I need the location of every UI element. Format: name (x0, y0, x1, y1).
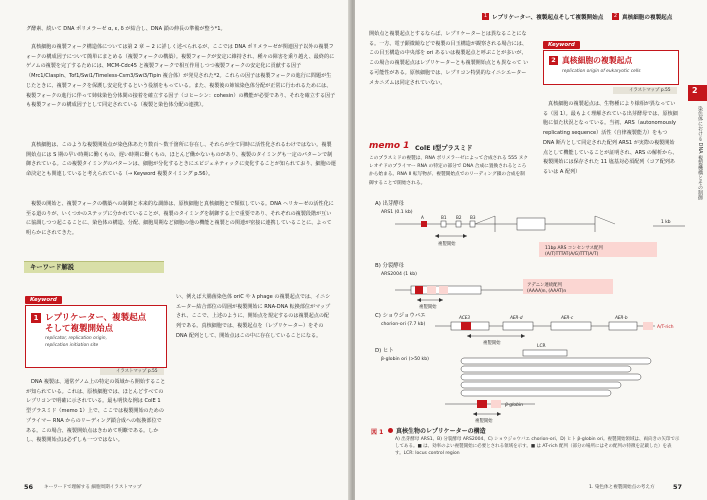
header-number-2: 2 (613, 13, 618, 19)
figure-bullet (388, 428, 393, 433)
side-tab-text: 染色体における DNA 複製機構とその制御 (697, 106, 703, 201)
paragraph-2: 真核細胞の複製フォーク構造体については第 2 章 − 2 に詳しく述べられるが、ここでは DNA ポリメラーゼが関連因子以外の複製フォークの構成因子について簡単にまとめる（複製フォークの構築）。複製フォークが安定に維持され、種々の障害を乗り越え、最終的にゲノムの複製を完了するためには、MCM-Cdc45 と複製フォークで相互作用しつつ複製フォークの安定化に貢献する因子（Mrc1/Claspin、Tof1/Swi1/Timeless-Csm3/Swi3/Tipin 複合体）が発見された*2。これらの因子は複製フォークの進行に問題が生じたときに、複製フォークを保護し安定化するという役割をもっている。また、複製後の姉妹染色体分配が正常に行われるためには、複製フォークの進行に伴って姉妹染色分体間の接着を確立する因子（コヒーシン：cohesin）の機能が必要であり、それを確立する因子も複製フォークの構成因子として同定されている（複製と染色体分配の連携）。 (26, 44, 336, 109)
gene-aer-d: AER-d (510, 315, 523, 320)
diagram-d-sub: β-globin ori (>50 kb) (381, 357, 429, 362)
d-gene: β-globin (505, 403, 523, 408)
initiation-label-b: 複製開始 (419, 305, 437, 310)
scale-label: 1 kb (661, 220, 671, 225)
footer-page-number-right: 57 (673, 483, 683, 491)
element-b1-box (441, 221, 446, 227)
header-number-1: 1 (483, 13, 488, 19)
figure-caption-body: A) 出芽酵母 ARS1、B) 分裂酵母 ARS2004、C) ショウジョウバエ chorion-ori、D) ヒト β-globin ori。複製開始領域は、両向きの矢印で示してある。■ は、効率のよい複製開始に必要とされる領域を示す。■ は AT-rich 配列（部分の場所にはその配列の特徴を記載した）を表す。LCR: locus control region (395, 437, 680, 457)
diagram-d-label: D) ヒト (375, 348, 394, 354)
paragraph-4: 複製の開始と、複製フォークの構築への制御と本来的な調節は、原核細胞と真核細胞とで類似している。DNA ヘリカーゼの活性化に至る道のりが、いくつかのステップに分かれていることが、複製のタイミングを制御する上で重要であり、それぞれの複製段階が互いに協調しつつ起こることに、染色体の構造、分配、細胞周期など細胞の他の機能と複製との関連が密接に連携していることに、よって明らかにされてきた。 (26, 201, 334, 237)
initiation-label-c: 複製開始 (483, 341, 501, 346)
diagram-c-sub: chorion-ori (7.7 kb) (381, 322, 426, 327)
figure-caption-title: 真核生物のレプリケーターの構造 (396, 428, 486, 435)
keyword-title-line2: そして複製開始点 (45, 324, 114, 334)
gene-ace3: ACE3 (459, 315, 471, 320)
keyword-subtitle-2: replication origin of eukaryotic cells (562, 69, 641, 74)
right-page (355, 0, 707, 500)
adenine-seq: (AAAA)n, (AAAT)n (527, 289, 567, 294)
keyword-title-2: 真核細胞の複製起点 (562, 56, 633, 65)
header-title-2: 真核細胞の複製起点 (622, 15, 673, 21)
consensus-seq: (A/T)TTTAT(A/G)TTT(A/T) (545, 252, 599, 257)
keyword-body-2: 真核細胞の複製起点は、生物種により様相が異なっている（図 1）。最もよく理解されている出芽酵母では、原核細胞に似た状況となっている。当初、ARS（autonomously replicating sequence）活性（自律複製能力）をもつ DNA 断片として同定された配列 ARS1 が実際の複製開始点として機能していることが証明され、ARS の解析から、複製開始には保存された 11 塩基対必須配列（コア配列あるいは A 配列） (543, 101, 678, 175)
adenine-label: アデニン連続配列 (527, 283, 562, 288)
element-d-red (477, 400, 487, 408)
illustrated-map-ref-right-text: イラストマップ p.55 (629, 88, 671, 93)
figure-1-diagram (355, 194, 707, 424)
memo-title: ColE Ⅰ型プラスミド (415, 145, 473, 152)
keyword-subtitle-2: replication initiation site (45, 343, 99, 348)
keyword-tag-2: Keyword (543, 41, 580, 49)
keyword-tag: Keyword (25, 296, 62, 304)
diagram-c-label: C) ショウジョウバエ (375, 313, 426, 319)
side-tab-number: 2 (692, 86, 698, 95)
diagram-a-sub: ARS1 (0.1 kb) (381, 210, 413, 215)
memo-body: このプラスミドの複製は、RNA ポリメラーゼによって合成される 555 ヌクレオチドのプライマー RNA の特定の部分で DNA 合成に置換されるところから始まる。RNA II 転写物が、複製開始点でのリーディング鎖の合成を制御することで開始される。 (369, 156, 528, 186)
illustrated-map-ref-left-text: イラストマップ p.55 (116, 369, 158, 374)
diagram-a-label: A) 出芽酵母 (375, 201, 405, 207)
element-b3-box (470, 221, 475, 227)
keyword-number-1: 1 (31, 313, 41, 323)
figure-label: 図 1 (371, 429, 384, 436)
keyword-body-left: DNA 複製は、通常ゲノム上の特定の領域から開始することが知られている。これは、原核細胞では、ほとんどすべてのレプリコンで明確に示されている。最も明快な例は ColE 1 型プラスミド（memo 1）上で、ここでは複製開始のためのプライマー RNA からのリーディング鎖合成への転換部位である。この場合、複製開始点はきわめて明瞭である。しかし、複製開始点は必ずしも一つではない。 (26, 379, 166, 444)
memo-label: memo 1 (369, 141, 410, 151)
c-legend: A/T-rich (657, 325, 674, 330)
header-title-1: レプリケーター、複製起点そして複製開始点 (492, 15, 604, 21)
consensus-label: 11bp ARS コンセンサス配列 (545, 246, 603, 251)
gene-aer-c: AER-c (561, 315, 574, 320)
element-a-box (421, 221, 427, 227)
paragraph-3: 真核細胞は、このような複製開始点が染色体あたり数百〜数千箇所に存在し、それらが全て同時に活性化されるわけではない。複製開始点には S 期の早い時期に働くもの、遅い時期に働くもの、ほとんど働かないものがあり、複製のタイミングも一定のパターンで制御されている。この複製タイミングのパターンは、細胞が分化するときにエピジェネティックに変化することが知られており、細胞の運命決定とも関連していると考えられている（→ Keyword 複製タイミング p.56）。 (26, 142, 336, 178)
element-b-red (415, 286, 423, 294)
diagram-b-sub: ARS2004 (1 kb) (381, 272, 417, 277)
lcr-label: LCR (537, 344, 546, 349)
diagram-b-label: B) 分裂酵母 (375, 263, 405, 269)
keyword-number-2: 2 (549, 56, 558, 65)
element-b3-label: B3 (470, 215, 476, 220)
element-b1-label: B1 (441, 215, 447, 220)
keyword-section-title: キーワード解説 (30, 264, 75, 271)
element-b2-box (456, 221, 461, 227)
initiation-label-d: 複製開始 (475, 419, 493, 424)
footer-text-left: キーワードで理解する 細胞周期イラストマップ (44, 485, 142, 490)
keyword-subtitle-1: replicator, replication origin, (45, 336, 107, 341)
element-a-label: A (421, 215, 424, 220)
left-page (0, 0, 352, 500)
top-left-text: 開始点と複製起点とするならば、レプリケーターとは異なることになる。一方、電子顕微鏡などで複製の目玉構造が観察される場合には、この目玉構造の中央部を ori あるいは複製起点と呼ぶことが多いが、この場合の複製起点はレプリケーターとも複製開始点とも異なって いる可能性がある。原核細胞では、レプリコン特異的なイニシエーターメカニズムは同定されていない。 (369, 31, 529, 86)
initiation-label-a: 複製開始 (438, 242, 456, 247)
footer-text-right: 1. 染色体と複製開始点の考え方 (589, 485, 655, 490)
element-c-red (461, 322, 471, 330)
element-b2-label: B2 (456, 215, 462, 220)
footer-page-number-left: 56 (24, 483, 34, 491)
keyword-title-line1: レプリケーター、複製起点 (45, 313, 147, 323)
gene-aer-b: AER-b (615, 315, 628, 320)
keyword-body-right-column: い、例えば大腸菌染色体 oriC や λ phage の複製起点では、イニシエーター結合部位の周囲が複製開始に RNA-DNA 転換部位がマップされ、ここで、上述のように、開始点を規定するのは複製起点の配列である。真核細胞では、複製起点を（レプリケーター）をその DNA 配列として、開始点はこの中に存在していることになる。 (176, 294, 331, 339)
paragraph-1: グ酵素、続いて DNA ポリメラーゼ α, ε, δ が結合し、DNA 鎖の伸長の準備が整う*1。 (26, 26, 226, 32)
